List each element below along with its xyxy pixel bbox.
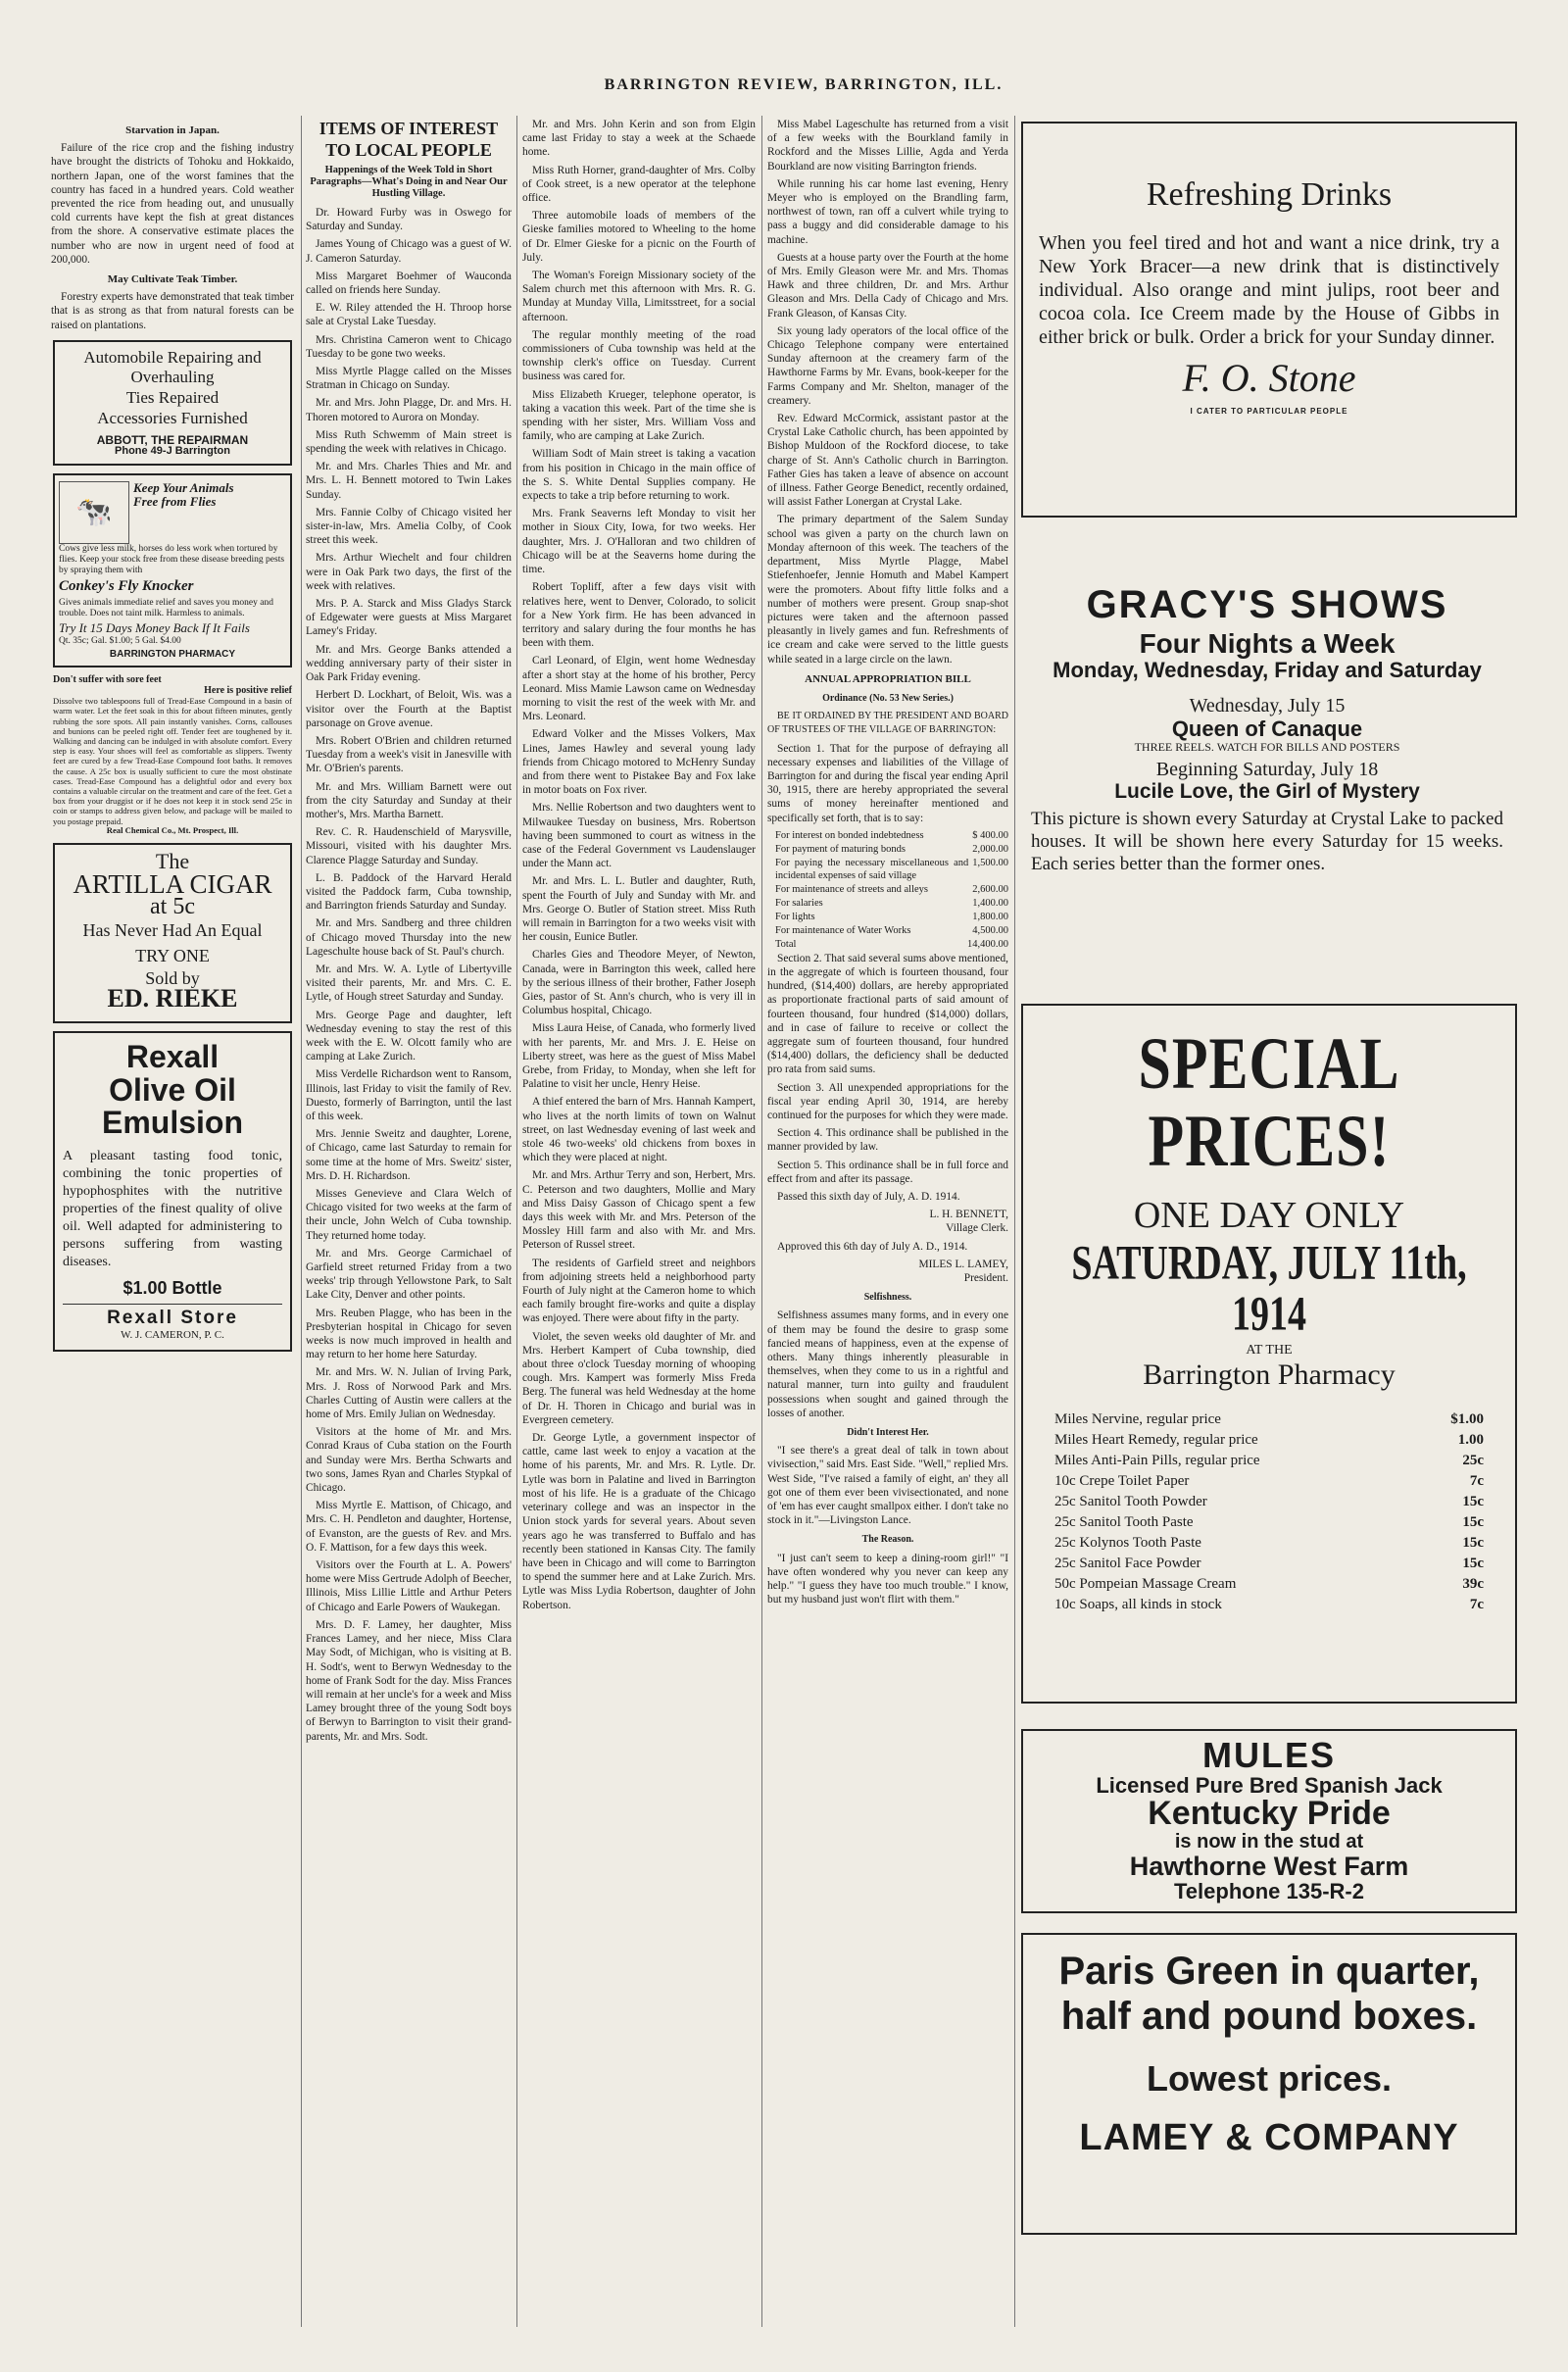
price-item-name: 10c Soaps, all kinds in stock <box>1054 1596 1222 1612</box>
teak-headline: May Cultivate Teak Timber. <box>107 273 238 286</box>
conkey-body: Cows give less milk, horses do less work when tortured by flies. Keep your stock free from these disease breeding pests by spraying them with <box>59 543 285 575</box>
price-item-price: $1.00 <box>1450 1410 1484 1427</box>
local-item-10: Mrs. Fannie Colby of Chicago visited her sister-in-law, Mrs. Amelia Colby, of Cook street this week. <box>306 506 512 547</box>
price-row <box>1054 1554 1484 1574</box>
selfishness-headline: Selfishness. <box>863 1292 912 1304</box>
price-item-name: 25c Sanitol Tooth Paste <box>1054 1513 1194 1530</box>
auto-repair-ad <box>53 340 292 466</box>
local-item-5: Rev. Edward McCormick, assistant pastor at the Crystal Lake Catholic church, has been appointed by Bishop Muldoon of the Rockford diocese, to take charge of St. Ann's Catholic church in Barrington. Father Gies has taken a leave of absence on account of illness. Father George Benedict, recently ordained, will assist Father Lonergan at Crystal Lake. <box>767 413 1008 509</box>
gracy-date2: Beginning Saturday, July 18 <box>1155 759 1379 781</box>
clerk-title: Village Clerk. <box>946 1222 1008 1235</box>
price-list <box>1039 1409 1499 1615</box>
local-item-2: James Young of Chicago was a guest of W. J. Cameron Saturday. <box>306 238 512 265</box>
conkey-ad <box>53 473 292 667</box>
price-row <box>1054 1430 1484 1451</box>
appropriation-label: Total <box>775 938 797 950</box>
local-item-23: Mrs. Jennie Sweitz and daughter, Lorene, of Chicago, came last Saturday to remain for some time at the home of Mrs. Sweitz' sister, Mrs. D. H. Richardson. <box>306 1128 512 1182</box>
masthead: BARRINGTON REVIEW, BARRINGTON, ILL. <box>604 76 1004 93</box>
mules-ad <box>1021 1729 1517 1913</box>
gracy-film1: Queen of Canaque <box>1171 717 1363 742</box>
price-row <box>1054 1409 1484 1430</box>
price-item-price: 15c <box>1462 1555 1484 1571</box>
cigar-name: ARTILLA CIGAR <box>73 869 272 900</box>
rexall-l2: Olive Oil <box>109 1071 236 1108</box>
auto-ad-name: ABBOTT, THE REPAIRMAN <box>96 432 249 447</box>
auto-ad-line3: Accessories Furnished <box>97 408 248 427</box>
local-item-4: E. W. Riley attended the H. Throop horse sale at Crystal Lake Tuesday. <box>306 302 512 328</box>
price-item-name: 50c Pompeian Massage Cream <box>1054 1575 1237 1592</box>
local-item-31: Mrs. D. F. Lamey, her daughter, Miss Frances Lamey, and her niece, Miss Clara May Sodt, of Michigan, who is visiting at B. H. Sodt's, went to Berwyn Wednesday to the home of Frank Sodt for the day. Miss Frances will remain at her uncle's for a week and Miss Lamey brought three of the young Sodt boys of Berwyn to Barrington to visit their grand-parents, Mr. and Mrs. Sodt. <box>306 1618 512 1743</box>
pharmacy-date: SATURDAY, JULY 11th, 1914 <box>1071 1236 1467 1341</box>
local-item-3: Miss Margaret Boehmer of Wauconda called on friends here Sunday. <box>306 270 512 297</box>
feet-head: Don't suffer with sore feet <box>53 674 162 686</box>
appropriation-row <box>775 829 1008 842</box>
feet-sub: Here is positive relief <box>204 684 292 696</box>
rexall-l3: Emulsion <box>101 1105 243 1141</box>
local-item-28: Visitors at the home of Mr. and Mrs. Conrad Kraus of Cuba station on the Fourth and Sunday were Mrs. Bertha Schwarts and two sons, James Ryan and Charles Stypkal of Chicago. <box>306 1426 512 1495</box>
selfishness-article: Selfishness assumes many forms, and in every one of them may be found the desire to grasp some fancied means of happiness, even at the expense of others. Many things inherently pleasurable in themselves, when they come to us in a rightful and natural manner, turn into guilty and fraudulent possessions when sought and gained through the losses of another. <box>767 1310 1008 1419</box>
lamey-line1: Paris Green in quarter, half and pound boxes. <box>1058 1950 1480 2038</box>
local-item-30: Visitors over the Fourth at L. A. Powers' home were Miss Gertrude Adolph of Beecher, Illinois, Miss Lillie Little and Arthur Peters of Chicago and Earle Powers of Waukegan. <box>306 1559 512 1613</box>
clerk-name: L. H. BENNETT, <box>929 1209 1008 1221</box>
local-item-29: Miss Myrtle E. Mattison, of Chicago, and Mrs. C. H. Pendleton and daughter, Hortense, of Evanston, are the guests of Rev. and Mrs. O. F. Mattison, for a few days this week. <box>306 1500 512 1554</box>
local-item-17: Mr. and Mrs. Arthur Terry and son, Herbert, Mrs. C. Peterson and two daughters, Mollie and Mary and Miss Daisy Gasson of Chicago spent a few days this week with Mr. and Mrs. Peterson of the Mossley Hill farm and also with Mr. and Mrs. Peterson of Russel street. <box>522 1169 756 1252</box>
local-item-9: Robert Topliff, after a few days visit with relatives here, went to Denver, Colorado, to solicit for a New York firm. He has been advanced in territory and salary during the four months he has been with them. <box>522 581 756 650</box>
famine-article: Failure of the rice crop and the fishing industry have brought the districts of Tohoku and Hokkaido, northern Japan, one of the worst famines that the country has faced in a hundred years. Cold weather prevented the rice from heading out, and unusually cold currents have kept the fish at great distances from the shore. A conservative estimate places the number who are now in urgent need of food at 200,000. <box>51 142 294 266</box>
local-item-22: Miss Verdelle Richardson went to Ransom, Illinois, last Friday to visit the family of Rev. Duesto, formerly of Barrington, until the last of this week. <box>306 1068 512 1122</box>
appropriation-label: For interest on bonded indebtedness <box>775 829 924 841</box>
interest-headline: Didn't Interest Her. <box>847 1427 929 1439</box>
section-1: Section 1. That for the purpose of defraying all necessary expenses and liabilities of the Village of Barrington for and during the fiscal year ending April 30, 1915, there are hereby appropriated the several sums of money hereinafter mentioned and specifically set forth, that is to say: <box>767 742 1008 824</box>
cigar-try: TRY ONE <box>135 946 210 966</box>
conkey-head2: Free from Flies <box>133 493 217 509</box>
cigar-the: The <box>155 848 190 873</box>
auto-ad-phone: Phone 49-J Barrington <box>115 445 230 458</box>
local-item-12: Mrs. P. A. Starck and Miss Gladys Starck of Edgewater were guests at Miss Margaret Lamey's Friday. <box>306 598 512 638</box>
local-item-11: Edward Volker and the Misses Volkers, Max Lines, James Hawley and several young lady friends from Chicago motored to McHenry Sunday and from there went to Pistakee Bay and Fox lake in motor boats on Fox river. <box>522 728 756 797</box>
local-item-27: Mr. and Mrs. W. N. Julian of Irving Park, Mrs. J. Ross of Norwood Park and Mrs. Charles Cutting of Austin were callers at the home of Mrs. Emily Julian on Wednesday. <box>306 1366 512 1421</box>
cigar-price: at 5c <box>150 894 195 920</box>
local-item-13: Mr. and Mrs. George Banks attended a wedding anniversary party of their sister in Oak Park Friday evening. <box>306 643 512 684</box>
column-2 <box>306 118 512 2325</box>
mules-phone: Telephone 135-R-2 <box>1174 1878 1364 1903</box>
cigar-ad <box>53 843 292 1023</box>
appropriation-row <box>775 843 1008 856</box>
price-item-name: 25c Kolynos Tooth Paste <box>1054 1534 1201 1551</box>
president-name: MILES L. LAMEY, <box>918 1258 1008 1270</box>
local-item-24: Misses Genevieve and Clara Welch of Chicago visited for two weeks at the farm of their uncle, John Welch of Cuba township. They returned home today. <box>306 1188 512 1242</box>
local-item-7: Mr. and Mrs. John Plagge, Dr. and Mrs. H. Thoren motored to Aurora on Monday. <box>306 397 512 423</box>
local-item-8: Miss Ruth Schwemm of Main street is spending the week with relatives in Chicago. <box>306 428 512 456</box>
stone-signature: F. O. Stone <box>1182 356 1356 400</box>
stone-body: When you feel tired and hot and want a nice drink, try a New York Bracer—a new drink that is distinctively individual. Also orange and mint julips, root beer and cocoa cola. Ice Creem made by the House of Gibbs in either brick or bulk. Order a brick for your Sunday dinner. <box>1039 232 1499 348</box>
price-item-price: 15c <box>1462 1534 1484 1551</box>
mules-title: MULES <box>1202 1735 1336 1775</box>
column-rule <box>1014 116 1015 2327</box>
ordinance-number: Ordinance (No. 53 New Series.) <box>822 692 954 704</box>
gracy-date1: Wednesday, July 15 <box>1189 695 1346 717</box>
rexall-price: $1.00 Bottle <box>122 1277 222 1298</box>
local-item-5: The regular monthly meeting of the road commissioners of Cuba township was held at the township clerk's office on Tuesday. Current business was cared for. <box>522 328 756 383</box>
auto-ad-line2: Ties Repaired <box>125 387 220 407</box>
local-item-26: Mrs. Reuben Plagge, who has been in the Presbyterian hospital in Chicago for seven weeks is now much improved in health and may return to her home here Saturday. <box>306 1307 512 1361</box>
mules-farm: Hawthorne West Farm <box>1129 1851 1409 1881</box>
local-items-headline: ITEMS OF INTEREST TO LOCAL PEOPLE <box>318 119 499 160</box>
appropriation-label: For salaries <box>775 897 823 909</box>
pharmacy-ad <box>1021 1004 1517 1704</box>
price-item-name: Miles Anti-Pain Pills, regular price <box>1054 1452 1260 1468</box>
local-item-6: Miss Myrtle Plagge called on the Misses Stratman in Chicago on Sunday. <box>306 366 512 392</box>
rexall-store: Rexall Store <box>63 1304 282 1328</box>
gracy-reels: THREE REELS. WATCH FOR BILLS AND POSTERS <box>1134 740 1400 755</box>
section-2: Section 2. That said several sums above mentioned, in the aggregate of which is fourteen thousand, four hundred, ($14,400) dollars, are hereby appropriated as proportionate fractional parts of said amount of fourteen thousand, four hundred ($14,000) dollars, and in case of failure to receive or collect the aggregate sum of fourteen thousand, four hundred ($14,400) dollars, the deficiency shall be deducted pro rata from said sums. <box>767 952 1008 1076</box>
rexall-owner: W. J. CAMERON, P. C. <box>121 1328 224 1341</box>
conkey-sizes: Qt. 35c; Gal. $1.00; 5 Gal. $4.00 <box>59 635 181 646</box>
price-row <box>1054 1595 1484 1615</box>
local-item-18: The residents of Garfield street and neighbors from adjoining streets held a neighborhood party Fourth of July night at the Cameron home to which each family brought fire-works and quite a display was enjoyed. There were about fifty in the party. <box>522 1257 756 1325</box>
local-item-3: Three automobile loads of members of the Gieske families motored to Wheeling to the home of Dr. Elmer Gieske for a picnic on the Fourth of July. <box>522 210 756 264</box>
price-item-name: 25c Sanitol Face Powder <box>1054 1555 1201 1571</box>
local-item-5: Mrs. Christina Cameron went to Chicago Tuesday to be gone two weeks. <box>306 333 512 360</box>
price-item-name: 25c Sanitol Tooth Powder <box>1054 1493 1207 1509</box>
local-item-19: Mr. and Mrs. Sandberg and three children of Chicago moved Thursday into the new Lageschulte house back of St. Paul's church. <box>306 917 512 958</box>
pharmacy-one-day: ONE DAY ONLY <box>1133 1195 1405 1236</box>
appropriation-row <box>775 857 1008 882</box>
price-row <box>1054 1492 1484 1512</box>
feet-body: Dissolve two tablespoons full of Tread-Ease Compound in a basin of warm water. Let the feet soak in this for about fifteen minutes, gently rubbing the sore spots. All pain instantly vanishes. Corns, callouses and bunions can be peeled right off. Tender feet are toughened by it. Walking and dancing can be indulged in with absolute comfort. Every step is easy. Your shoes will feel as comfortable as slippers. Twenty feet are cured by a few Tread-Ease Compound foot baths. It removes the cause. A 25c box is usually sufficient to cure the most obstinate cases. Tread-Ease Compound has a delightful odor and every box contains a valuable circular on the treatment and care of the feet. Get a box from your druggist or if he does not keep it in stock send 25c in coin or stamps to address given below, and package will be mailed to you postage prepaid. <box>53 696 292 826</box>
appropriation-table <box>767 829 1008 951</box>
local-item-16: A thief entered the barn of Mrs. Hannah Kampert, who lives at the north limits of town on Walnut street, on last Wednesday evening of last week and stole 46 two-weeks' old chickens from boxes in which they were placed at night. <box>522 1096 756 1164</box>
local-item-12: Mrs. Nellie Robertson and two daughters went to Milwaukee Tuesday on business, Mrs. Robertson having been summoned to court as witness in the case of the Federal Government vs Laudenslauger under the Mann act. <box>522 802 756 870</box>
appropriation-amount: 1,400.00 <box>972 897 1008 909</box>
gracy-sub: Four Nights a Week <box>1139 628 1396 659</box>
local-item-2: While running his car home last evening, Henry Meyer who is employed on the Brandling farm, northwest of town, ran off a culvert while trying to pass a buggy and did considerable damage to his machine. <box>767 177 1008 246</box>
local-item-13: Mr. and Mrs. L. L. Butler and daughter, Ruth, spent the Fourth of July and Sunday with Mr. and Mrs. George O. Butler of Station street. Miss Ruth will remain in Barrington for a two weeks visit with her cousin, Eunice Butler. <box>522 875 756 944</box>
appropriation-amount: 2,000.00 <box>972 843 1008 855</box>
appropriation-amount: 1,800.00 <box>972 911 1008 922</box>
column-rule <box>301 116 302 2327</box>
price-row <box>1054 1512 1484 1533</box>
approved-line: Approved this 6th day of July A. D., 1914. <box>777 1240 968 1253</box>
bill-headline: ANNUAL APPROPRIATION BILL <box>805 672 971 685</box>
price-item-price: 7c <box>1469 1596 1484 1612</box>
local-item-9: Mr. and Mrs. Charles Thies and Mr. and Mrs. L. H. Bennett motored to Twin Lakes Sunday. <box>306 461 512 501</box>
appropriation-label: For lights <box>775 911 815 922</box>
mules-line: is now in the stud at <box>1174 1830 1364 1853</box>
local-item-18: L. B. Paddock of the Harvard Herald visited the Paddock farm, Cuba township, and Barrington friends Saturday and Sunday. <box>306 871 512 913</box>
feet-ad <box>53 675 292 835</box>
price-item-price: 15c <box>1462 1513 1484 1530</box>
conkey-offer: Try It 15 Days Money Back If It Fails <box>59 619 250 635</box>
section-5: Section 5. This ordinance shall be in full force and effect from and after its passage. <box>767 1159 1008 1185</box>
appropriation-amount: $ 400.00 <box>972 829 1008 841</box>
interest-article: "I see there's a great deal of talk in town about vivisection," said Mrs. East Side. "Well," replied Mrs. West Side, "I've raised a family of eight, an' they all got one of them ever been vivisectionated, and none of 'em has ever caught smallpox either. I don't take no stock in it."—Livingston Lance. <box>767 1445 1008 1527</box>
lamey-name: LAMEY & COMPANY <box>1079 2116 1459 2158</box>
local-item-15: Miss Laura Heise, of Canada, who formerly lived with her parents, Mr. and Mrs. J. E. Heise on Liberty street, was here as the guest of Miss Mabel Grebe, from Friday, to Monday, when she left for Palatine to visit her uncle, Henry Heise. <box>522 1022 756 1091</box>
price-item-price: 15c <box>1462 1493 1484 1509</box>
appropriation-label: For maintenance of Water Works <box>775 924 911 936</box>
price-row <box>1054 1451 1484 1471</box>
reason-headline: The Reason. <box>861 1534 914 1546</box>
rexall-ad <box>53 1031 292 1352</box>
local-item-3: Guests at a house party over the Fourth at the home of Mrs. Emily Gleason were Mr. and Mrs. Thomas Hawk and three children, Dr. and Mrs. Arthur Gleason and Mrs. Della Cady of Chicago and Mrs. Frank Gleason, of Kansas City. <box>767 251 1008 320</box>
local-item-7: William Sodt of Main street is taking a vacation from his position in Chicago in the main office of the S. S. White Dental Supplies company. He expects to take a trip before returning to work. <box>522 448 756 503</box>
price-item-name: Miles Nervine, regular price <box>1054 1410 1221 1427</box>
local-item-1: Miss Mabel Lageschulte has returned from a visit of a few weeks with the Bourkland family in Rockford and the Misses Lillie, Agda and Yerda Bourkland are now visiting Barrington friends. <box>767 119 1008 173</box>
auto-ad-line1: Automobile Repairing and Overhauling <box>83 347 262 386</box>
local-item-11: Mrs. Arthur Wiechelt and four children were in Oak Park two days, the first of the week with relatives. <box>306 552 512 592</box>
column-rule <box>516 116 517 2327</box>
local-item-20: Dr. George Lytle, a government inspector of cattle, came last week to enjoy a vacation at the home of his parents, Mr. and Mrs. R. Lytle. Dr. Lytle was born in Palatine and lived in Barrington most of his life. He is a graduate of the Chicago veterinary college and was an inspector in the Union stock yards for several years. About seven years ago he was transferred to Buffalo and has recently been stationed in Kansas City. The family have been in Chicago and will come to Barrington to spend the summer here and at Lake Zurich. Mrs. Lytle was Miss Lydia Robertson, daughter of John Robertson. <box>522 1432 756 1611</box>
pharmacy-store: Barrington Pharmacy <box>1143 1358 1396 1391</box>
local-item-4: The Woman's Foreign Missionary society of the Salem church met this afternoon with Mrs. R. G. Munday at Munday Villa, Limitsstreet, for a social afternoon. <box>522 270 756 323</box>
stone-ad <box>1021 122 1517 518</box>
price-row <box>1054 1533 1484 1554</box>
local-item-4: Six young lady operators of the local office of the Chicago Telephone company were entertained Sunday afternoon at the creamery farm of the Hawthorne Farms by Mr. Evans, book-keeper for the Farms Company and Mr. Shelton, manager of the creamery. <box>767 324 1008 407</box>
price-item-price: 1.00 <box>1457 1431 1484 1448</box>
local-items-list <box>767 118 1008 667</box>
feet-maker: Real Chemical Co., Mt. Prospect, Ill. <box>106 824 239 835</box>
local-item-16: Mr. and Mrs. William Barnett were out from the city Saturday and Sunday at their mother's, Mrs. Martha Barnett. <box>306 780 512 820</box>
stone-title: Refreshing Drinks <box>1146 176 1393 213</box>
local-item-14: Charles Gies and Theodore Meyer, of Newton, Canada, were in Barrington this week, called here by the serious illness of their brother, Father Joseph Gies, pastor of St. Ann's church, who is very ill in Columbus hospital, Chicago. <box>522 949 756 1017</box>
column-3 <box>522 118 756 2325</box>
local-item-17: Rev. C. R. Haudenschield of Marysville, Missouri, visited with his daughter Mrs. Clarence Plagge Saturday and Sunday. <box>306 826 512 866</box>
local-item-19: Violet, the seven weeks old daughter of Mr. and Mrs. Herbert Kampert of Cuba township, died about three o'clock Tuesday morning of whooping cough. Mrs. Kampert was formerly Miss Freda Berg. The funeral was held Wednesday at the home of Dr. H. Thoren in Chicago and burial was in Evergreen cemetery. <box>522 1330 756 1426</box>
gracy-days: Monday, Wednesday, Friday and Saturday <box>1053 658 1482 683</box>
column-rule <box>761 116 762 2327</box>
local-item-21: Mrs. George Page and daughter, left Wednesday evening to stay the rest of this week with the E. W. Olcott family who are camping at Lake Zurich. <box>306 1009 512 1063</box>
local-item-15: Mrs. Robert O'Brien and children returned Tuesday from a week's visit in Janesville with Mr. O'Brien's parents. <box>306 734 512 775</box>
local-item-6: Miss Elizabeth Krueger, telephone operator, is taking a vacation this week. Part of the time she is spending with her sister, Mrs. William Voss and family, who are camping at Lake Zurich. <box>522 388 756 443</box>
mules-sub: Licensed Pure Bred Spanish Jack <box>1096 1772 1443 1798</box>
teak-article: Forestry experts have demonstrated that teak timber that is as strong as that from natural forests can be raised on plantations. <box>51 291 294 331</box>
stone-tagline: I CATER TO PARTICULAR PEOPLE <box>1190 407 1348 416</box>
local-item-10: Carl Leonard, of Elgin, went home Wednesday after a short stay at the home of his brother, Percy Leonard. Miss Mamie Lawson came on Wednesday morning to visit the rest of the week with Mr. and Mrs. Leonard. <box>522 655 756 723</box>
price-item-price: 39c <box>1462 1575 1484 1592</box>
gracy-ad <box>1021 584 1513 914</box>
gracy-film2: Lucile Love, the Girl of Mystery <box>1114 780 1420 804</box>
appropriation-label: For payment of maturing bonds <box>775 843 906 855</box>
section-4: Section 4. This ordinance shall be published in the manner provided by law. <box>767 1127 1008 1154</box>
gracy-title: GRACY'S SHOWS <box>1086 583 1448 626</box>
appropriation-row <box>775 924 1008 937</box>
cow-icon: 🐄 <box>59 481 129 544</box>
appropriation-label: For paying the necessary miscellaneous and incidental expenses of said village <box>775 857 969 881</box>
column-1 <box>51 118 294 2325</box>
local-item-25: Mr. and Mrs. George Carmichael of Garfield street returned Friday from a two weeks' trip through Yellowstone Park, to Salt Lake City, Denver and other points. <box>306 1247 512 1302</box>
local-item-20: Mr. and Mrs. W. A. Lytle of Libertyville visited their parents, Mr. and Mrs. C. E. Lytle, of Hough street Saturday and Sunday. <box>306 963 512 1004</box>
local-item-8: Mrs. Frank Seaverns left Monday to visit her mother in Sioux City, Iowa, for two weeks. Her daughter, Mrs. J. O'Halloran and two children of Chicago will be at the Seaverns home during the time. <box>522 508 756 576</box>
price-item-price: 25c <box>1462 1452 1484 1468</box>
cigar-line: Has Never Had An Equal <box>82 920 263 941</box>
conkey-head1: Keep Your Animals <box>133 479 234 495</box>
appropriation-amount: 4,500.00 <box>972 924 1008 936</box>
passed-line: Passed this sixth day of July, A. D. 1914. <box>777 1191 960 1203</box>
local-item-1: Mr. and Mrs. John Kerin and son from Elgin came last Friday to stay a week at the Schaede home. <box>522 119 756 159</box>
local-item-2: Miss Ruth Horner, grand-daughter of Mrs. Colby of Cook street, is a new operator at the telephone office. <box>522 164 756 205</box>
conkey-product: Conkey's Fly Knocker <box>59 577 194 594</box>
local-item-6: The primary department of the Salem Sunday school was given a party on the church lawn on Monday afternoon of this week. The teachers of the department, Miss Myrtle Plagge, Mabel Stiefenhoefer, Jennie Homuth and Mabel Kampert were the promoters. About fifty little folks and a number of mothers were present. Group snap-shot pictures were taken and the afternoon passed pleasantly in lively games and fun. Refreshments of ice cream and cake were served to the little guests while seated in a large circle on the lawn. <box>767 514 1008 666</box>
column-4 <box>767 118 1008 2325</box>
local-items-list <box>522 118 756 1612</box>
pharmacy-at: AT THE <box>1246 1342 1293 1358</box>
conkey-seller: BARRINGTON PHARMACY <box>109 648 236 660</box>
famine-headline: Starvation in Japan. <box>125 124 220 136</box>
cigar-sold: Sold by <box>145 967 200 988</box>
local-items-list <box>306 206 512 1744</box>
pharmacy-title: SPECIAL PRICES! <box>1138 1022 1400 1181</box>
conkey-tagline: Gives animals immediate relief and saves you money and trouble. Does not taint milk. Harmless to animals. <box>59 597 273 618</box>
appropriation-row <box>775 938 1008 951</box>
appropriation-row <box>775 897 1008 910</box>
appropriation-label: For maintenance of streets and alleys <box>775 883 928 895</box>
local-item-1: Dr. Howard Furby was in Oswego for Saturday and Sunday. <box>306 207 512 233</box>
price-item-price: 7c <box>1469 1472 1484 1489</box>
section-3: Section 3. All unexpended appropriations for the fiscal year ending April 30, 1914, are hereby continued for the purposes for which they were made. <box>767 1081 1008 1121</box>
price-item-name: 10c Crepe Toilet Paper <box>1054 1472 1190 1489</box>
price-item-name: Miles Heart Remedy, regular price <box>1054 1431 1258 1448</box>
mules-name: Kentucky Pride <box>1148 1794 1391 1832</box>
lamey-ad <box>1021 1933 1517 2235</box>
local-items-subhead: Happenings of the Week Told in Short Paragraphs—What's Doing in and Near Our Hustling Village. <box>310 165 508 199</box>
rexall-l1: Rexall <box>125 1039 220 1074</box>
cigar-seller: ED. RIEKE <box>107 983 238 1013</box>
local-item-14: Herbert D. Lockhart, of Beloit, Wis. was a visitor over the Fourth at the Baptist parsonage on Grove avenue. <box>306 689 512 729</box>
price-row <box>1054 1574 1484 1595</box>
price-row <box>1054 1471 1484 1492</box>
president-title: President. <box>963 1272 1008 1285</box>
enacting-clause: BE IT ORDAINED BY THE PRESIDENT AND BOARD OF TRUSTEES OF THE VILLAGE OF BARRINGTON: <box>767 711 1008 736</box>
appropriation-amount: 1,500.00 <box>972 857 1008 868</box>
rexall-body: A pleasant tasting food tonic, combining the tonic properties of hypophosphites with the nutritive properties of the finest quality of olive oil. Well adapted for administering to persons suffering from wasting diseases. <box>63 1148 282 1269</box>
gracy-note: This picture is shown every Saturday at Crystal Lake to packed houses. It will be shown here every Saturday for 15 weeks. Each series better than the former ones. <box>1031 808 1503 874</box>
appropriation-amount: 14,400.00 <box>967 938 1008 950</box>
appropriation-row <box>775 911 1008 923</box>
appropriation-amount: 2,600.00 <box>972 883 1008 895</box>
appropriation-row <box>775 883 1008 896</box>
reason-article: "I just can't seem to keep a dining-room girl!" "I have often wondered why you never can keep any help." "I guess they have too much trouble." I know, but my husband just won't flirt with them." <box>767 1552 1008 1606</box>
lamey-line2: Lowest prices. <box>1146 2058 1393 2099</box>
